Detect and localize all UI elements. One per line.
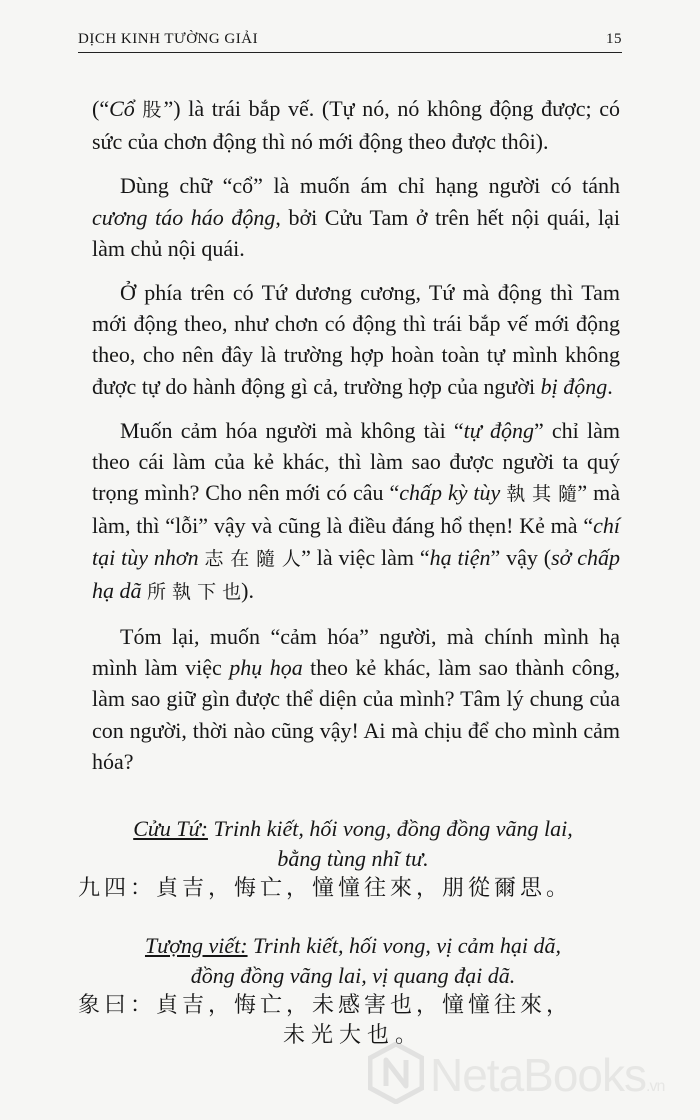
- text-run: ).: [241, 577, 254, 603]
- italic-text: hạ tiện: [429, 544, 491, 570]
- italic-text: Cổ: [109, 96, 143, 121]
- text-run: Ở phía trên có Tứ dương cương, Tứ mà động thì Tam mới động theo, như chơn có động thì trái bắp vế mới động theo, cho nên đây là trường hợp hoàn toàn tự mình không được tự do hành động gì cả, trường hợp của người: [92, 280, 620, 399]
- text-run: Tóm lại, muốn “cảm hóa” người, mà chính mình hạ mình làm việc: [92, 624, 620, 681]
- italic-text: sở chấp hạ dã: [92, 544, 620, 603]
- italic-text: chấp kỳ tùy: [399, 480, 507, 506]
- verse-cuu-tu: [78, 814, 628, 904]
- text-run: .: [607, 373, 613, 399]
- verse-label: Cửu Tứ:: [133, 816, 208, 841]
- italic-text: phụ họa: [229, 655, 303, 681]
- italic-text: chí tại tùy nhơn: [92, 513, 620, 570]
- netabooks-logo-icon: [368, 1042, 424, 1104]
- text-run: Dùng chữ “cổ” là muốn ám chỉ hạng người có tánh: [120, 173, 620, 199]
- text-run: , bởi Cửu Tam ở trên hết nội quái, lại làm chủ nội quái.: [92, 204, 620, 261]
- chinese-text: 志 在 隨 人: [204, 547, 302, 570]
- running-header: [78, 30, 622, 53]
- page-number: 15: [606, 31, 622, 47]
- text-run: Muốn cảm hóa người mà không tài “: [120, 417, 464, 443]
- verse-line: đồng đồng vãng lai, vị quang đại dã.: [190, 963, 516, 988]
- text-run: ” là việc làm “: [301, 544, 430, 570]
- watermark-suffix: .vn: [646, 1078, 665, 1095]
- chinese-text: 股: [142, 99, 164, 121]
- text-run: ”) là trái bắp vế. (Tự nó, nó không động được; có sức của chơn động thì nó mới động theo được thôi).: [92, 96, 620, 155]
- text-run: ” chỉ làm theo cái làm của kẻ khác, thì làm sao được người ta quý trọng mình? Cho nên mới có câu “: [92, 417, 620, 506]
- watermark-brand: NetaBooks: [430, 1049, 647, 1101]
- paragraph: [92, 621, 620, 777]
- verse-label: Tượng viết:: [144, 933, 248, 958]
- verse-tuong-viet: [78, 931, 628, 1051]
- verse-text: Trinh kiết, hối vong, vị cảm hại dã,: [247, 933, 562, 958]
- chinese-text: 執 其 隨: [506, 483, 578, 506]
- verse-line: bằng tùng nhĩ tư.: [277, 846, 429, 871]
- verse-text: Trinh kiết, hối vong, đồng đồng vãng lai,: [207, 816, 573, 841]
- paragraph: [92, 170, 620, 264]
- paragraph: [92, 93, 620, 157]
- chinese-text: 所 執 下 也: [147, 580, 242, 603]
- watermark-text: [430, 1048, 664, 1102]
- chinese-text: 九四：貞吉，悔亡，憧憧往來，朋從爾思。: [78, 876, 573, 901]
- verse-line: [78, 931, 628, 961]
- text-run: (“: [92, 96, 110, 121]
- italic-text: cương táo háo động: [92, 204, 276, 230]
- chinese-text: 象曰：貞吉，悔亡，未感害也，憧憧往來，: [78, 993, 573, 1018]
- italic-text: bị động: [540, 373, 608, 399]
- text-run: ” mà làm, thì “lỗi” vậy và cũng là điều đáng hổ thẹn! Kẻ mà “: [92, 480, 620, 539]
- watermark: [368, 1034, 698, 1114]
- text-run: theo kẻ khác, làm sao thành công, làm sao giữ gìn được thể diện của mình? Tâm lý chung của con người, thời nào cũng vậy! Ai mà chịu để cho mình cảm hóa?: [92, 655, 621, 774]
- italic-text: tự động: [463, 417, 534, 443]
- text-run: ” vậy (: [490, 544, 552, 570]
- running-title: DỊCH KINH TƯỜNG GIẢI: [78, 31, 259, 47]
- commentary-text: [92, 93, 620, 790]
- paragraph: [92, 277, 620, 402]
- verse-line: [78, 814, 628, 844]
- chinese-text: 未光大也。: [282, 1023, 423, 1048]
- paragraph: [92, 415, 620, 608]
